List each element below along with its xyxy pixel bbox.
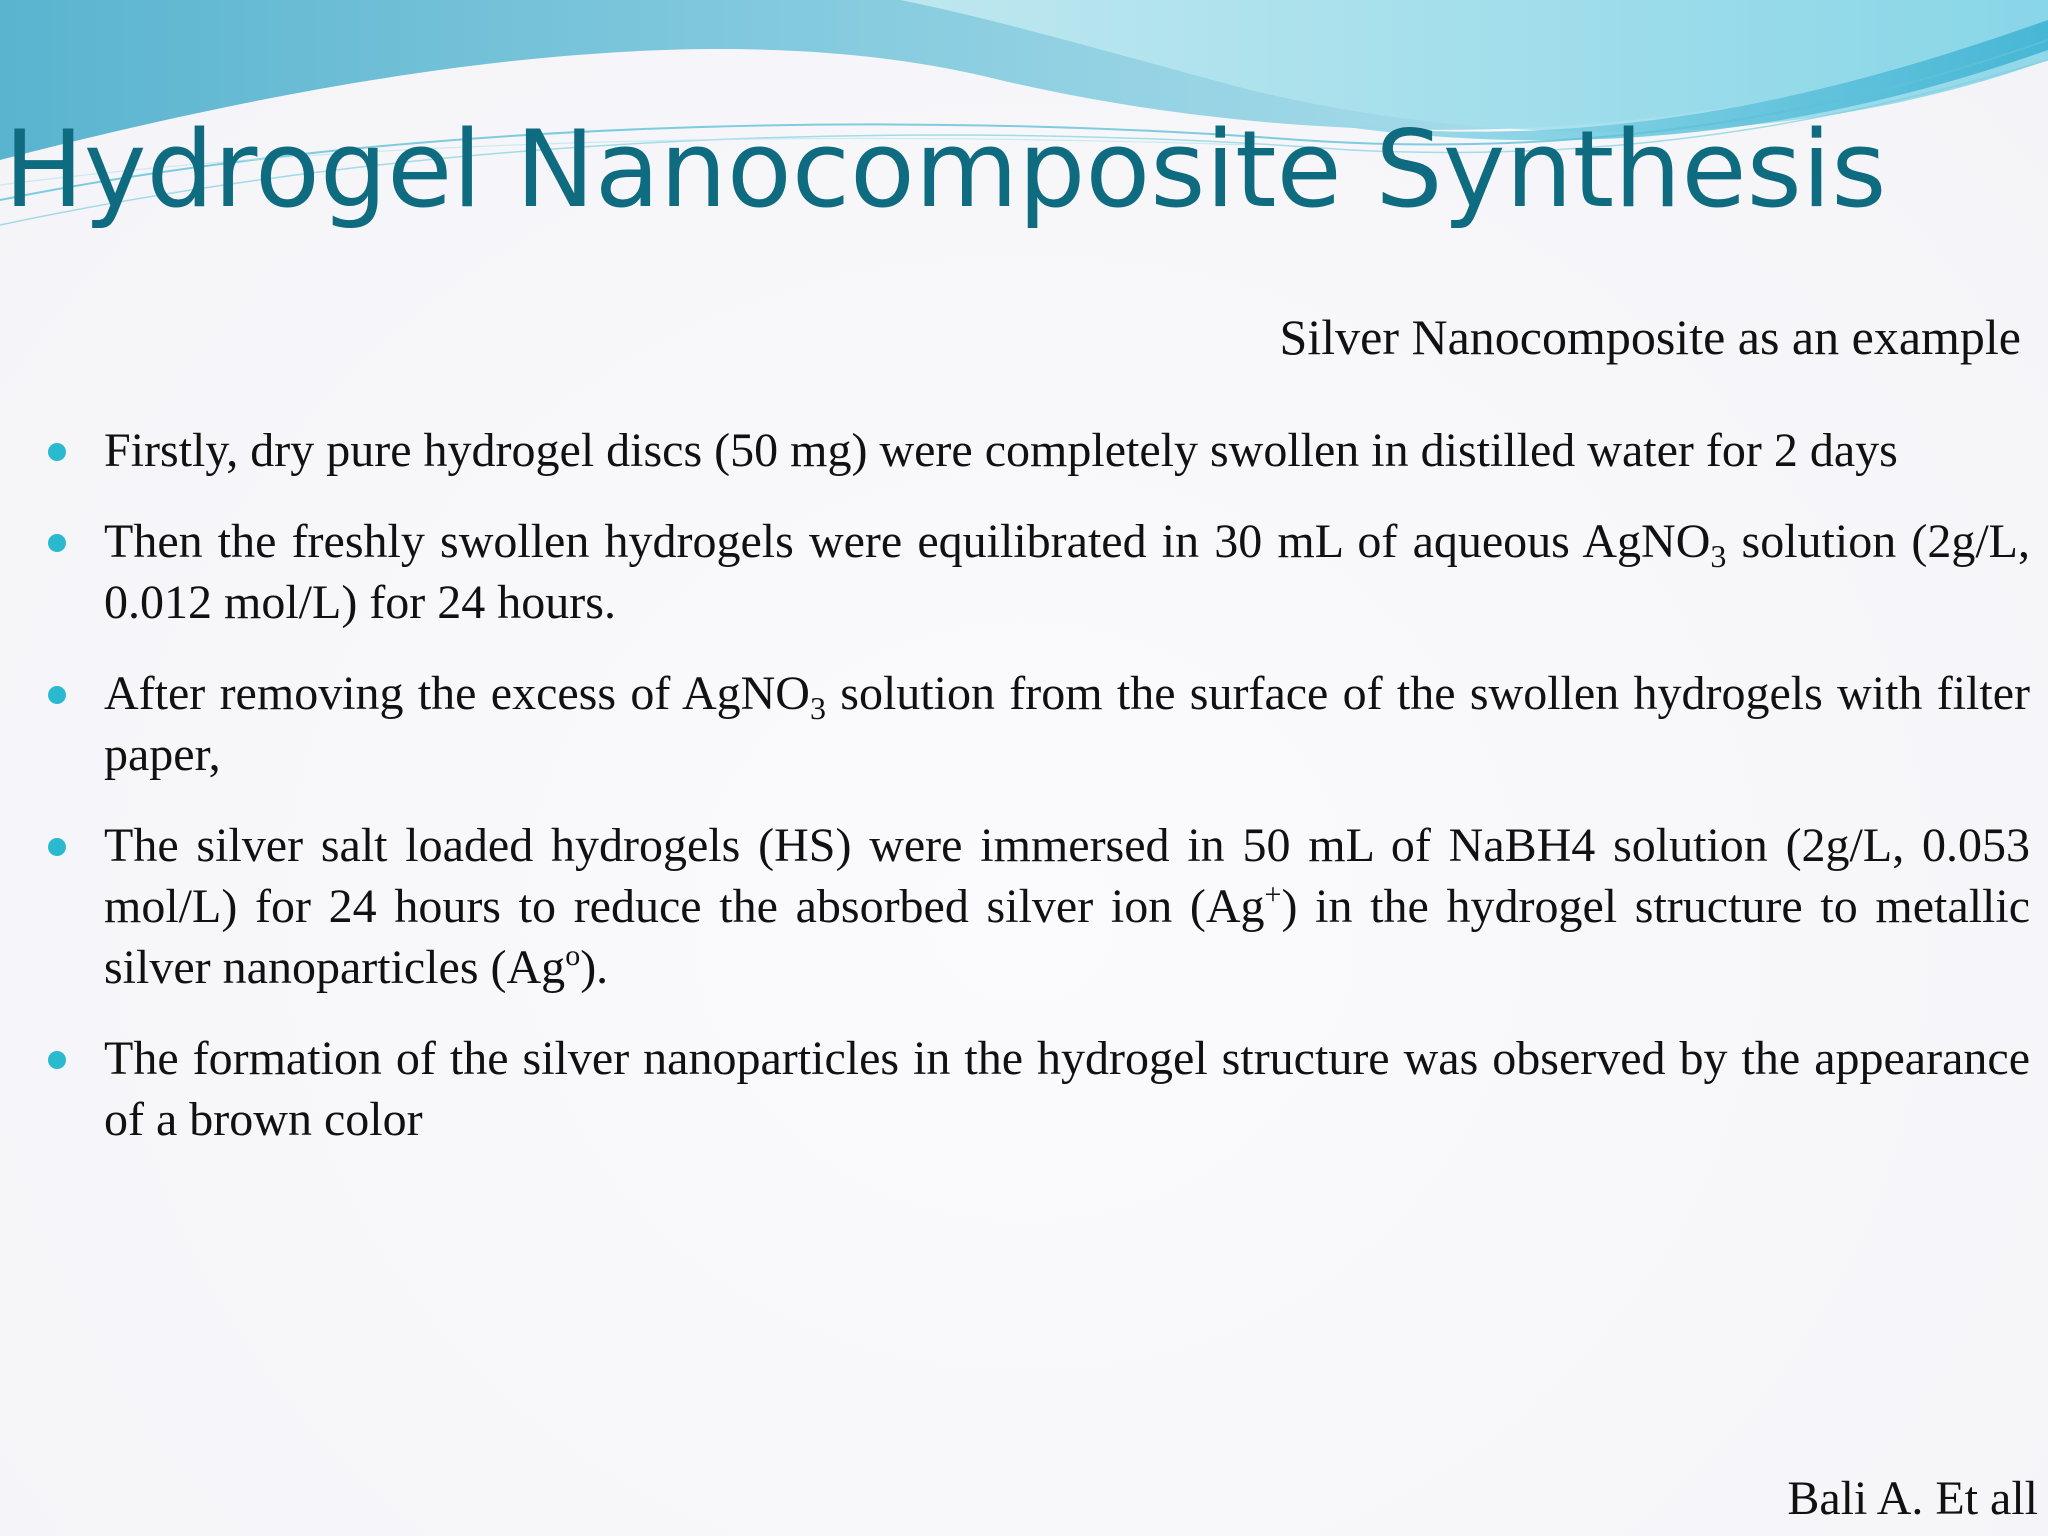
subscript: 3 bbox=[1710, 538, 1727, 574]
bullet-text: Firstly, dry pure hydrogel discs (50 mg) were completely swollen in distilled water for 2 days bbox=[104, 424, 1898, 477]
bullet-list bbox=[36, 420, 2030, 1180]
bullet-item bbox=[36, 511, 2030, 633]
superscript: o bbox=[565, 939, 581, 972]
bullet-dot-icon bbox=[48, 534, 66, 552]
bullet-text: ). bbox=[580, 941, 609, 994]
slide-title: Hydrogel Nanocomposite Synthesis bbox=[4, 108, 1887, 231]
citation-footer: Bali A. Et all bbox=[1787, 1472, 2038, 1525]
bullet-dot-icon bbox=[48, 838, 66, 856]
bullet-text: solution (2g/L, 0.012 mol/L) for 24 hours. bbox=[104, 515, 2030, 629]
bullet-dot-icon bbox=[48, 443, 66, 461]
bullet-text: The formation of the silver nanoparticles in the hydrogel structure was observed by the appearance of a brown color bbox=[104, 1032, 2030, 1146]
bullet-dot-icon bbox=[48, 1051, 66, 1069]
bullet-text: ) in the hydrogel structure to metallic silver nanoparticles (Ag bbox=[104, 880, 2031, 994]
superscript: + bbox=[1264, 878, 1282, 911]
bullet-dot-icon bbox=[48, 686, 66, 704]
bullet-item bbox=[36, 663, 2030, 785]
bullet-text: After removing the excess of AgNO bbox=[104, 667, 810, 720]
bullet-item bbox=[36, 1028, 2030, 1150]
bullet-item bbox=[36, 420, 2030, 481]
subscript: 3 bbox=[809, 690, 826, 726]
bullet-text: Then the freshly swollen hydrogels were equilibrated in 30 mL of aqueous AgNO bbox=[104, 515, 1711, 568]
bullet-text: solution from the surface of the swollen hydrogels with filter paper, bbox=[104, 667, 2030, 781]
bullet-item bbox=[36, 815, 2030, 998]
bullet-text: The silver salt loaded hydrogels (HS) were immersed in 50 mL of NaBH4 solution (2g/L, 0.053 mol/L) for 24 hours to reduce the absorbed silver ion (Ag bbox=[104, 819, 2030, 933]
slide-subtitle: Silver Nanocomposite as an example bbox=[1279, 309, 2021, 365]
